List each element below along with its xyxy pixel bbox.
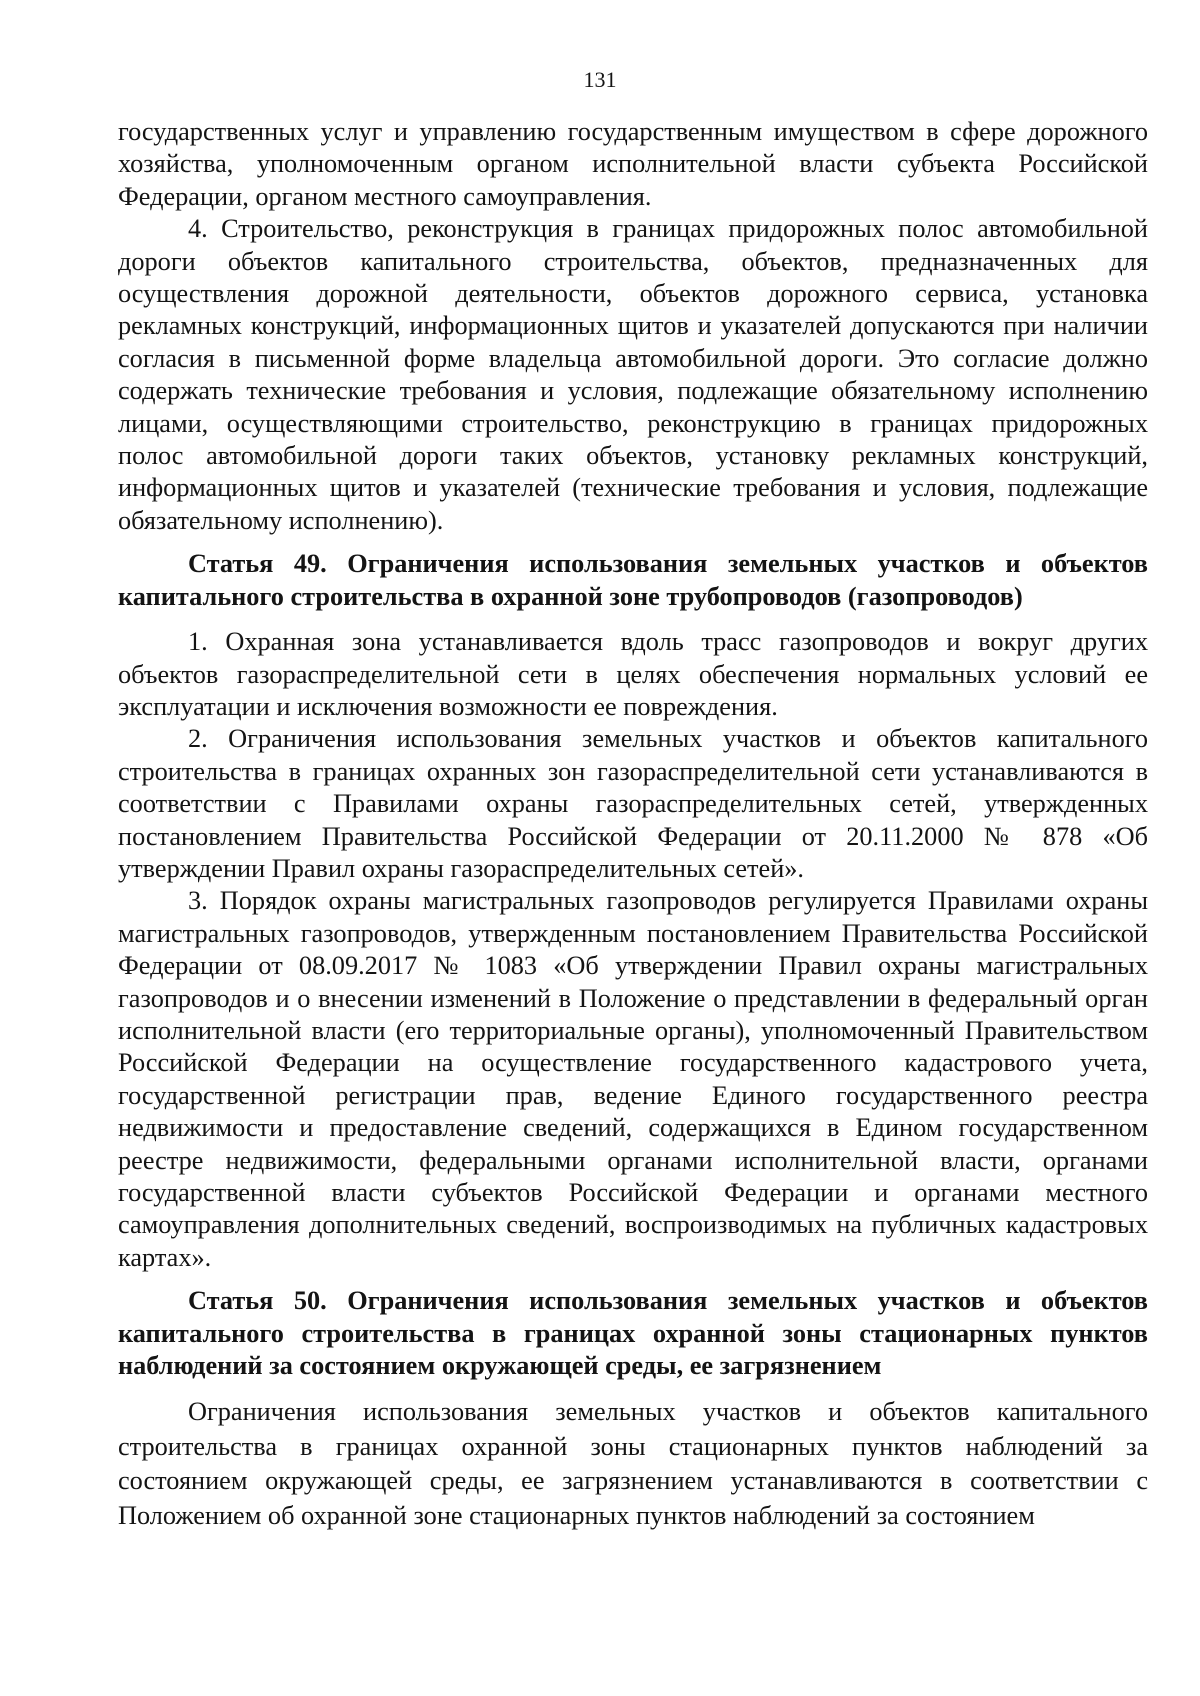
document-body xyxy=(118,116,1148,1533)
article-50-heading: Статья 50. Ограничения использования земельных участков и объектов капитального строительства в границах охранной зоны стационарных пунктов наблюдений за состоянием окружающей среды, ее загрязнением xyxy=(118,1286,1148,1381)
paragraph-item-4: 4. Строительство, реконструкция в границах придорожных полос автомобильной дороги объектов капитального строительства, объектов, предназначенных для осуществления дорожной деятельности, объектов дорожного сервиса, установка рекламных конструкций, информационных щитов и указателей допускаются при наличии согласия в письменной форме владельца автомобильной дороги. Это согласие должно содержать технические требования и условия, подлежащие обязательному исполнению лицами, осуществляющими строительство, реконструкцию в границах придорожных полос автомобильной дороги таких объектов, установку рекламных конструкций, информационных щитов и указателей (технические требования и условия, подлежащие обязательному исполнению). xyxy=(118,214,1148,535)
article-49-item-3: 3. Порядок охраны магистральных газопроводов регулируется Правилами охраны магистральных газопроводов, утвержденным постановлением Правительства Российской Федерации от 08.09.2017 № 1083 «Об утверждении Правил охраны магистральных газопроводов и о внесении изменений в Положение о представлении в федеральный орган исполнительной власти (его территориальные органы), уполномоченный Правительством Российской Федерации на осуществление государственного кадастрового учета, государственной регистрации прав, ведение Единого государственного реестра недвижимости и предоставление сведений, содержащихся в Едином государственном реестре недвижимости, федеральными органами исполнительной власти, органами государственной власти субъектов Российской Федерации и органами местного самоуправления дополнительных сведений, воспроизводимых на публичных кадастровых картах». xyxy=(118,886,1148,1272)
paragraph-continuation: государственных услуг и управлению государственным имуществом в сфере дорожного хозяйства, уполномоченным органом исполнительной власти субъекта Российской Федерации, органом местного самоуправления. xyxy=(118,117,1148,211)
article-50-paragraph: Ограничения использования земельных участков и объектов капитального строительства в границах охранной зоны стационарных пунктов наблюдений за состоянием окружающей среды, ее загрязнением устанавливаются в соответствии с Положением об охранной зоне стационарных пунктов наблюдений за состоянием xyxy=(118,1397,1148,1530)
article-49-item-1: 1. Охранная зона устанавливается вдоль трасс газопроводов и вокруг других объектов газораспределительной сети в целях обеспечения нормальных условий ее эксплуатации и исключения возможности ее повреждения. xyxy=(118,627,1148,721)
article-49-item-2: 2. Ограничения использования земельных участков и объектов капитального строительства в границах охранных зон газораспределительной сети устанавливаются в соответствии с Правилами охраны газораспределительных сетей, утвержденных постановлением Правительства Российской Федерации от 20.11.2000 № 878 «Об утверждении Правил охраны газораспределительных сетей». xyxy=(118,724,1148,883)
article-49-heading: Статья 49. Ограничения использования земельных участков и объектов капитального строительства в охранной зоне трубопроводов (газопроводов) xyxy=(118,549,1148,611)
page-number: 131 xyxy=(583,67,617,92)
